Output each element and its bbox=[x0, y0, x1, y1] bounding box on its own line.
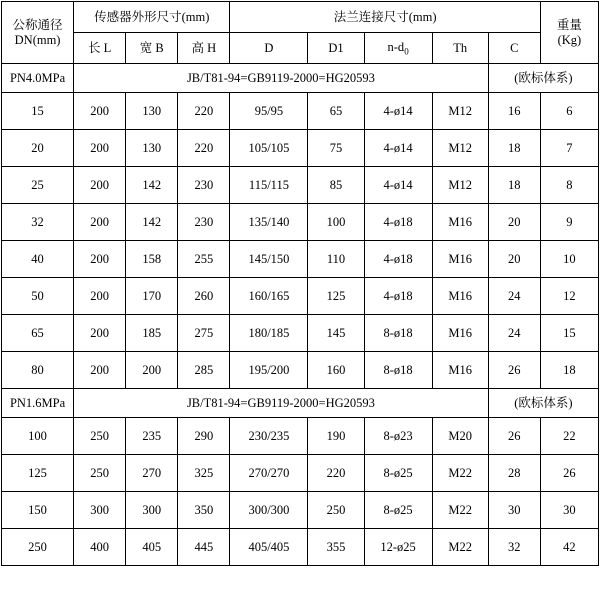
cell-th: M12 bbox=[432, 93, 488, 130]
cell-h: 260 bbox=[178, 278, 230, 315]
table-row bbox=[2, 529, 599, 566]
cell-d1: 160 bbox=[308, 352, 364, 389]
cell-d: 230/235 bbox=[230, 418, 308, 455]
cell-b: 185 bbox=[126, 315, 178, 352]
cell-d: 195/200 bbox=[230, 352, 308, 389]
cell-d1: 220 bbox=[308, 455, 364, 492]
cell-d1: 145 bbox=[308, 315, 364, 352]
table-row bbox=[2, 93, 599, 130]
cell-b: 158 bbox=[126, 241, 178, 278]
cell-d1: 355 bbox=[308, 529, 364, 566]
cell-d1: 250 bbox=[308, 492, 364, 529]
header-width-b: 宽 B bbox=[126, 33, 178, 64]
cell-c: 18 bbox=[488, 130, 540, 167]
cell-b: 170 bbox=[126, 278, 178, 315]
header-d: D bbox=[230, 33, 308, 64]
header-th: Th bbox=[432, 33, 488, 64]
cell-d: 135/140 bbox=[230, 204, 308, 241]
cell-th: M22 bbox=[432, 492, 488, 529]
cell-d1: 65 bbox=[308, 93, 364, 130]
table-row bbox=[2, 492, 599, 529]
section-pressure-rating: PN1.6MPa bbox=[2, 389, 74, 418]
cell-d: 95/95 bbox=[230, 93, 308, 130]
cell-b: 142 bbox=[126, 167, 178, 204]
specification-table bbox=[1, 1, 599, 566]
section-standard: JB/T81-94=GB9119-2000=HG20593 bbox=[74, 389, 489, 418]
cell-c: 24 bbox=[488, 315, 540, 352]
cell-dn: 100 bbox=[2, 418, 74, 455]
cell-h: 285 bbox=[178, 352, 230, 389]
cell-l: 300 bbox=[74, 492, 126, 529]
cell-b: 130 bbox=[126, 130, 178, 167]
header-flange-dimensions: 法兰连接尺寸(mm) bbox=[230, 2, 540, 33]
cell-h: 350 bbox=[178, 492, 230, 529]
header-c: C bbox=[488, 33, 540, 64]
table-row bbox=[2, 352, 599, 389]
table-row bbox=[2, 455, 599, 492]
cell-b: 200 bbox=[126, 352, 178, 389]
header-weight: 重量 (Kg) bbox=[540, 2, 598, 64]
table-row bbox=[2, 418, 599, 455]
cell-dn: 80 bbox=[2, 352, 74, 389]
cell-th: M16 bbox=[432, 278, 488, 315]
cell-ndo: 8-ø25 bbox=[364, 492, 432, 529]
cell-th: M12 bbox=[432, 130, 488, 167]
cell-ndo: 4-ø18 bbox=[364, 204, 432, 241]
cell-c: 20 bbox=[488, 204, 540, 241]
cell-d: 160/165 bbox=[230, 278, 308, 315]
cell-d1: 190 bbox=[308, 418, 364, 455]
cell-weight: 22 bbox=[540, 418, 598, 455]
cell-l: 250 bbox=[74, 418, 126, 455]
cell-c: 18 bbox=[488, 167, 540, 204]
cell-d: 115/115 bbox=[230, 167, 308, 204]
cell-ndo: 12-ø25 bbox=[364, 529, 432, 566]
cell-th: M16 bbox=[432, 241, 488, 278]
cell-l: 200 bbox=[74, 130, 126, 167]
header-sensor-dimensions: 传感器外形尺寸(mm) bbox=[74, 2, 230, 33]
cell-h: 230 bbox=[178, 167, 230, 204]
cell-weight: 18 bbox=[540, 352, 598, 389]
cell-d1: 75 bbox=[308, 130, 364, 167]
cell-dn: 50 bbox=[2, 278, 74, 315]
table-row bbox=[2, 315, 599, 352]
cell-ndo: 4-ø18 bbox=[364, 241, 432, 278]
cell-c: 26 bbox=[488, 352, 540, 389]
cell-weight: 12 bbox=[540, 278, 598, 315]
cell-d: 300/300 bbox=[230, 492, 308, 529]
cell-l: 200 bbox=[74, 93, 126, 130]
cell-dn: 15 bbox=[2, 93, 74, 130]
cell-th: M16 bbox=[432, 352, 488, 389]
table-row bbox=[2, 241, 599, 278]
cell-l: 200 bbox=[74, 315, 126, 352]
cell-c: 24 bbox=[488, 278, 540, 315]
header-height-h: 高 H bbox=[178, 33, 230, 64]
cell-h: 445 bbox=[178, 529, 230, 566]
cell-h: 275 bbox=[178, 315, 230, 352]
section-pressure-rating: PN4.0MPa bbox=[2, 64, 74, 93]
cell-th: M22 bbox=[432, 529, 488, 566]
cell-d1: 125 bbox=[308, 278, 364, 315]
cell-b: 130 bbox=[126, 93, 178, 130]
cell-c: 20 bbox=[488, 241, 540, 278]
cell-c: 26 bbox=[488, 418, 540, 455]
header-n-d0: $n-d_0$ bbox=[364, 33, 432, 64]
cell-weight: 42 bbox=[540, 529, 598, 566]
cell-th: M12 bbox=[432, 167, 488, 204]
cell-l: 200 bbox=[74, 204, 126, 241]
cell-th: M22 bbox=[432, 455, 488, 492]
cell-d: 105/105 bbox=[230, 130, 308, 167]
section-standard: JB/T81-94=GB9119-2000=HG20593 bbox=[74, 64, 489, 93]
table-row bbox=[2, 130, 599, 167]
cell-h: 230 bbox=[178, 204, 230, 241]
cell-c: 32 bbox=[488, 529, 540, 566]
cell-d1: 110 bbox=[308, 241, 364, 278]
table-row bbox=[2, 278, 599, 315]
cell-l: 250 bbox=[74, 455, 126, 492]
cell-ndo: 4-ø14 bbox=[364, 167, 432, 204]
cell-dn: 125 bbox=[2, 455, 74, 492]
table-header-group-row bbox=[2, 2, 599, 33]
cell-ndo: 8-ø18 bbox=[364, 352, 432, 389]
cell-dn: 40 bbox=[2, 241, 74, 278]
cell-ndo: 8-ø23 bbox=[364, 418, 432, 455]
cell-h: 220 bbox=[178, 130, 230, 167]
section-note: (欧标体系) bbox=[488, 389, 598, 418]
cell-h: 220 bbox=[178, 93, 230, 130]
cell-ndo: 8-ø25 bbox=[364, 455, 432, 492]
cell-weight: 30 bbox=[540, 492, 598, 529]
header-length-l: 长 L bbox=[74, 33, 126, 64]
cell-l: 200 bbox=[74, 352, 126, 389]
cell-weight: 26 bbox=[540, 455, 598, 492]
cell-th: M16 bbox=[432, 315, 488, 352]
cell-weight: 6 bbox=[540, 93, 598, 130]
cell-h: 290 bbox=[178, 418, 230, 455]
cell-ndo: 4-ø18 bbox=[364, 278, 432, 315]
cell-b: 270 bbox=[126, 455, 178, 492]
cell-l: 400 bbox=[74, 529, 126, 566]
cell-weight: 9 bbox=[540, 204, 598, 241]
cell-c: 16 bbox=[488, 93, 540, 130]
section-header-row bbox=[2, 389, 599, 418]
cell-l: 200 bbox=[74, 167, 126, 204]
cell-weight: 7 bbox=[540, 130, 598, 167]
cell-dn: 150 bbox=[2, 492, 74, 529]
cell-d1: 85 bbox=[308, 167, 364, 204]
header-nominal-diameter: 公称通径 DN(mm) bbox=[2, 2, 74, 64]
section-header-row bbox=[2, 64, 599, 93]
cell-dn: 250 bbox=[2, 529, 74, 566]
cell-weight: 8 bbox=[540, 167, 598, 204]
cell-d: 405/405 bbox=[230, 529, 308, 566]
cell-th: M16 bbox=[432, 204, 488, 241]
cell-dn: 20 bbox=[2, 130, 74, 167]
cell-dn: 65 bbox=[2, 315, 74, 352]
cell-h: 325 bbox=[178, 455, 230, 492]
cell-dn: 32 bbox=[2, 204, 74, 241]
cell-ndo: 8-ø18 bbox=[364, 315, 432, 352]
cell-h: 255 bbox=[178, 241, 230, 278]
cell-weight: 15 bbox=[540, 315, 598, 352]
header-d1: D1 bbox=[308, 33, 364, 64]
cell-ndo: 4-ø14 bbox=[364, 93, 432, 130]
cell-dn: 25 bbox=[2, 167, 74, 204]
cell-b: 300 bbox=[126, 492, 178, 529]
cell-b: 142 bbox=[126, 204, 178, 241]
cell-b: 405 bbox=[126, 529, 178, 566]
cell-d: 180/185 bbox=[230, 315, 308, 352]
table-header-sub-row bbox=[2, 33, 599, 64]
cell-ndo: 4-ø14 bbox=[364, 130, 432, 167]
cell-d: 145/150 bbox=[230, 241, 308, 278]
cell-th: M20 bbox=[432, 418, 488, 455]
table-row bbox=[2, 204, 599, 241]
cell-l: 200 bbox=[74, 278, 126, 315]
section-note: (欧标体系) bbox=[488, 64, 598, 93]
cell-l: 200 bbox=[74, 241, 126, 278]
table-row bbox=[2, 167, 599, 204]
cell-c: 28 bbox=[488, 455, 540, 492]
cell-d: 270/270 bbox=[230, 455, 308, 492]
cell-weight: 10 bbox=[540, 241, 598, 278]
cell-c: 30 bbox=[488, 492, 540, 529]
cell-b: 235 bbox=[126, 418, 178, 455]
cell-d1: 100 bbox=[308, 204, 364, 241]
